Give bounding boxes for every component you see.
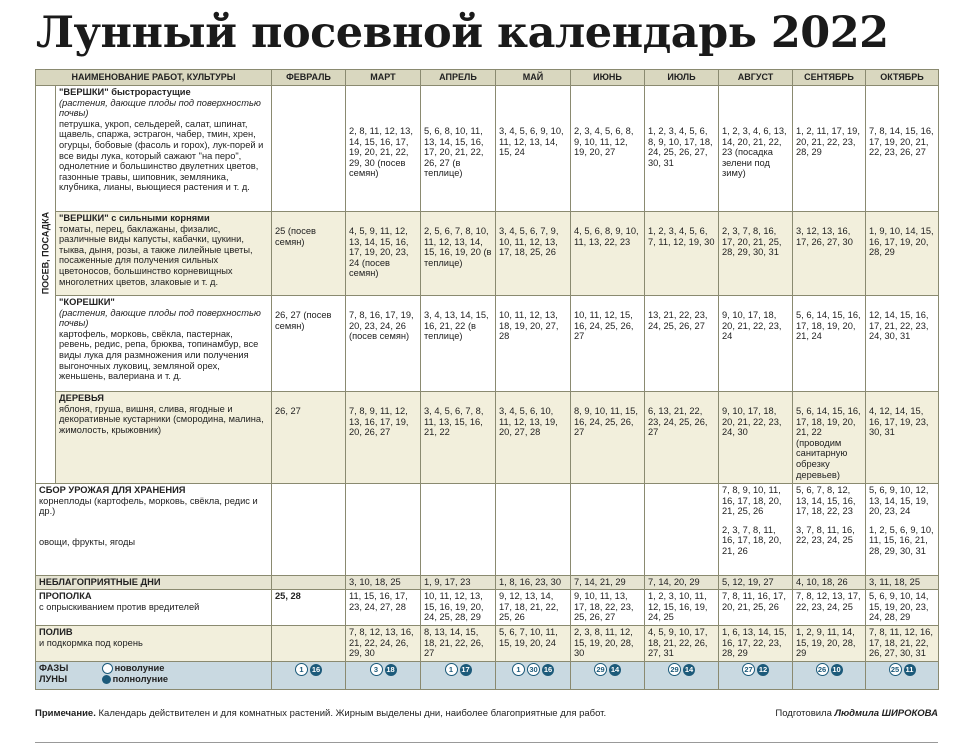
header-month: ИЮЛЬ [645, 70, 719, 86]
day-cell: 3, 4, 13, 14, 15, 16, 21, 22 (в теплице) [421, 296, 496, 392]
day-cell [272, 86, 346, 212]
phase-cell [571, 662, 645, 690]
calendar-table [35, 69, 939, 690]
full-moon-icon: 12 [758, 664, 768, 674]
bottom-divider [35, 742, 938, 743]
day-cell: 25 (посев семян) [272, 212, 346, 296]
day-cell: 3, 10, 18, 25 [346, 576, 421, 590]
day-cell: 9, 12, 13, 14, 17, 18, 21, 22, 25, 26 [496, 590, 571, 626]
day-cell: 8, 9, 10, 11, 15, 16, 24, 25, 26, 27 [571, 392, 645, 484]
day-cell: 9, 10, 17, 18, 20, 21, 22, 23, 24, 30 [719, 392, 793, 484]
phase-cell [421, 662, 496, 690]
day-cell: 7, 8, 14, 15, 16, 17, 19, 20, 21, 22, 23, 26, 27 [866, 86, 939, 212]
day-cell: 9, 10, 11, 13, 17, 18, 22, 23, 25, 26, 27 [571, 590, 645, 626]
day-cell: 7, 14, 20, 29 [645, 576, 719, 590]
day-cell: 1, 2, 9, 11, 14, 15, 19, 20, 28, 29 [793, 626, 866, 662]
row-desc [56, 296, 272, 392]
new-moon-icon [102, 663, 113, 674]
header-works: НАИМЕНОВАНИЕ РАБОТ, КУЛЬТУРЫ [36, 70, 272, 86]
day-cell: 11, 15, 16, 17, 23, 24, 27, 28 [346, 590, 421, 626]
new-moon-icon: 26 [816, 663, 829, 676]
phase-cell [793, 662, 866, 690]
header-month: ФЕВРАЛЬ [272, 70, 346, 86]
day-cell: 26, 27 (посев семян) [272, 296, 346, 392]
header-month: АВГУСТ [719, 70, 793, 86]
new-moon-icon: 1 [295, 663, 308, 676]
credit [775, 708, 938, 719]
day-cell: 2, 3, 4, 5, 6, 8, 9, 10, 11, 12, 19, 20, 27 [571, 86, 645, 212]
harvest-veg-aug: 2, 3, 7, 8, 11, 16, 17, 18, 20, 21, 26 [722, 524, 782, 556]
day-cell: 10, 11, 12, 13, 15, 16, 19, 20, 24, 25, 28, 29 [421, 590, 496, 626]
day-cell: 3, 4, 5, 6, 7, 8, 11, 13, 15, 16, 21, 22 [421, 392, 496, 484]
day-cell: 7, 8, 11, 12, 16, 17, 18, 21, 22, 26, 27, 30, 31 [866, 626, 939, 662]
new-moon-icon: 1 [512, 663, 525, 676]
row-title: СБОР УРОЖАЯ ДЛЯ ХРАНЕНИЯ [39, 485, 186, 495]
day-cell: 9, 10, 17, 18, 20, 21, 22, 23, 24 [719, 296, 793, 392]
day-cell: 5, 6, 8, 10, 11, 13, 14, 15, 16, 17, 20, 21, 22, 26, 27 (в теплице) [421, 86, 496, 212]
full-moon-icon: 16 [543, 664, 553, 674]
row-title: ДЕРЕВЬЯ [59, 393, 104, 403]
day-cell: 7, 8, 16, 17, 19, 20, 23, 24, 26 (посев семян) [346, 296, 421, 392]
harvest-roots-oct: 5, 6, 9, 10, 12, 13, 14, 15, 19, 20, 23, 24 [869, 485, 929, 517]
day-cell: 2, 8, 11, 12, 13, 14, 15, 16, 17, 19, 20, 21, 22, 29, 30 (посев семян) [346, 86, 421, 212]
day-cell: 2, 3, 7, 8, 16, 17, 20, 21, 25, 28, 29, 30, 31 [719, 212, 793, 296]
row-desc [56, 392, 272, 484]
day-cell [272, 576, 346, 590]
header-month: ИЮНЬ [571, 70, 645, 86]
day-cell: 25, 28 [272, 590, 346, 626]
full-moon-icon: 10 [832, 664, 841, 674]
day-cell [793, 484, 866, 576]
full-moon-icon: 17 [461, 664, 470, 674]
row-roots [36, 296, 939, 392]
phase-cell [645, 662, 719, 690]
row-text: с опрыскиванием против вредителей [39, 601, 200, 612]
harvest-veg-oct: 1, 2, 5, 6, 9, 10, 11, 15, 16, 21, 28, 29, 30, 31 [869, 524, 934, 556]
phase-cell [272, 662, 346, 690]
row-weeding [36, 590, 939, 626]
day-cell: 7, 8, 12, 13, 16, 21, 22, 24, 26, 29, 30 [346, 626, 421, 662]
credit-prefix: Подготовила [775, 708, 835, 719]
day-cell: 2, 5, 6, 7, 8, 10, 11, 12, 13, 14, 15, 16, 19, 20 (в теплице) [421, 212, 496, 296]
row-desc [36, 662, 272, 690]
day-cell: 3, 11, 18, 25 [866, 576, 939, 590]
day-cell: 4, 5, 9, 10, 17, 18, 21, 22, 26, 27, 31 [645, 626, 719, 662]
day-cell [719, 484, 793, 576]
row-bad-days [36, 576, 939, 590]
full-moon-icon: 18 [386, 664, 395, 674]
row-text: и подкормка под корень [39, 637, 143, 648]
row-text: картофель, морковь, свёкла, пастернак, ревень, редис, репа, брюква, топинамбур, все виды лука для размножения или получения выгоночных луковиц, земляной орех, женьшень, валериана и т. д. [59, 328, 259, 382]
row-desc [56, 86, 272, 212]
day-cell [645, 484, 719, 576]
row-desc [36, 484, 272, 576]
row-title: "ВЕРШКИ" с сильными корнями [59, 213, 210, 223]
day-cell: 7, 8, 9, 11, 12, 13, 16, 17, 19, 20, 26, 27 [346, 392, 421, 484]
day-cell: 5, 12, 19, 27 [719, 576, 793, 590]
phase-cell [496, 662, 571, 690]
row-text: корнеплоды (картофель, морковь, свёкла, редис и др.) [39, 495, 258, 517]
row-moon-phases [36, 662, 939, 690]
row-desc [36, 626, 272, 662]
page-title: Лунный посевной календарь 2022 [36, 8, 889, 58]
harvest-roots-sep: 5, 6, 7, 8, 12, 13, 14, 15, 16, 17, 18, 22, 23 [796, 485, 856, 517]
phase-legend [102, 663, 169, 685]
row-watering [36, 626, 939, 662]
footnote-text: Календарь действителен и для комнатных растений. Жирным выделены дни, наиболее благоприятные для работ. [95, 708, 607, 719]
day-cell: 1, 2, 3, 4, 6, 13, 14, 20, 21, 22, 23 (посадка зелени под зиму) [719, 86, 793, 212]
day-cell [421, 484, 496, 576]
day-cell: 2, 3, 8, 11, 12, 15, 19, 20, 28, 30 [571, 626, 645, 662]
row-subtitle: (растения, дающие плоды под поверхностью почвы) [59, 97, 261, 119]
row-title: "КОРЕШКИ" [59, 297, 115, 307]
day-cell: 3, 4, 5, 6, 10, 11, 12, 13, 19, 20, 27, 28 [496, 392, 571, 484]
header-month: АПРЕЛЬ [421, 70, 496, 86]
full-moon-icon: 16 [311, 664, 321, 674]
day-cell: 5, 6, 9, 10, 14, 15, 19, 20, 23, 24, 28, 29 [866, 590, 939, 626]
row-text: петрушка, укроп, сельдерей, салат, шпинат, щавель, спаржа, эстрагон, чабер, тмин, хрен, огурцы, бобовые (фасоль и горох), лук-порей и все виды лука, который сажают "на перо", однолетние и большинство двулетних цветов, газонные травы, шиповник, земляника, клубника, лианы, вьющиеся растения и т. д. [59, 118, 264, 193]
day-cell: 1, 2, 3, 4, 5, 6, 8, 9, 10, 17, 18, 24, 25, 26, 27, 30, 31 [645, 86, 719, 212]
new-moon-icon: 25 [889, 663, 902, 676]
harvest-roots-aug: 7, 8, 9, 10, 11, 16, 17, 18, 20, 21, 25, 26 [722, 485, 782, 517]
day-cell: 5, 6, 7, 10, 11, 15, 19, 20, 24 [496, 626, 571, 662]
day-cell: 6, 13, 21, 22, 23, 24, 25, 26, 27 [645, 392, 719, 484]
day-cell: 5, 6, 14, 15, 16, 17, 18, 19, 20, 21, 24 [793, 296, 866, 392]
row-trees [36, 392, 939, 484]
row-desc [36, 590, 272, 626]
footnote [35, 708, 606, 719]
day-cell: 8, 13, 14, 15, 18, 21, 22, 26, 27 [421, 626, 496, 662]
header-month: ОКТЯБРЬ [866, 70, 939, 86]
new-moon-label: новолуние [114, 663, 165, 673]
day-cell: 1, 2, 3, 10, 11, 12, 15, 16, 19, 24, 25 [645, 590, 719, 626]
day-cell: 1, 8, 16, 23, 30 [496, 576, 571, 590]
new-moon-icon: 29 [594, 663, 607, 676]
row-title: НЕБЛАГОПРИЯТНЫЕ ДНИ [36, 576, 272, 590]
row-harvest [36, 484, 939, 576]
row-text: овощи, фрукты, ягоды [39, 536, 136, 547]
day-cell: 1, 6, 13, 14, 15, 16, 17, 22, 23, 28, 29 [719, 626, 793, 662]
day-cell: 26, 27 [272, 392, 346, 484]
new-moon-icon: 27 [742, 663, 755, 676]
day-cell: 12, 14, 15, 16, 17, 21, 22, 23, 24, 30, 31 [866, 296, 939, 392]
row-tops-fast [36, 86, 939, 212]
phase-cell [346, 662, 421, 690]
row-subtitle: (растения, дающие плоды под поверхностью почвы) [59, 307, 261, 329]
full-moon-icon: 14 [684, 664, 694, 674]
header-month: МАЙ [496, 70, 571, 86]
day-cell: 10, 11, 12, 15, 16, 24, 25, 26, 27 [571, 296, 645, 392]
new-moon-icon: 3 [370, 663, 383, 676]
full-moon-icon [102, 675, 111, 684]
day-cell: 4, 12, 14, 15, 16, 17, 19, 23, 30, 31 [866, 392, 939, 484]
row-desc [56, 212, 272, 296]
header-row [36, 70, 939, 86]
full-moon-icon: 14 [610, 664, 620, 674]
row-text: томаты, перец, баклажаны, физалис, различные виды капусты, кабачки, цукини, тыква, дыня, розы, а также лилейные цветы, посаженные для получения сильных цветоносов, большинство корневищных многолетних цветов, злаковые и т. д. [59, 223, 253, 287]
day-cell: 7, 14, 21, 29 [571, 576, 645, 590]
phase-cell [866, 662, 939, 690]
day-cell: 4, 10, 18, 26 [793, 576, 866, 590]
day-cell: 7, 8, 11, 16, 17, 20, 21, 25, 26 [719, 590, 793, 626]
row-title: ПОЛИВ [39, 627, 73, 637]
day-cell: 13, 21, 22, 23, 24, 25, 26, 27 [645, 296, 719, 392]
full-moon-icon: 11 [904, 664, 916, 676]
day-cell [272, 484, 346, 576]
day-cell: 1, 2, 11, 17, 19, 20, 21, 22, 23, 28, 29 [793, 86, 866, 212]
row-title: ПРОПОЛКА [39, 591, 92, 601]
harvest-veg-sep: 3, 7, 8, 11, 16, 22, 23, 24, 25 [796, 524, 855, 546]
day-cell: 10, 11, 12, 13, 18, 19, 20, 27, 28 [496, 296, 571, 392]
day-cell: 3, 12, 13, 16, 17, 26, 27, 30 [793, 212, 866, 296]
footnote-label: Примечание. [35, 708, 96, 719]
day-cell: 4, 5, 9, 11, 12, 13, 14, 15, 16, 17, 19, 20, 23, 24 (посев семян) [346, 212, 421, 296]
phase-cell [719, 662, 793, 690]
credit-name: Людмила ШИРОКОВА [834, 708, 938, 719]
row-text: яблоня, груша, вишня, слива, ягодные и декоративные кустарники (смородина, малина, жимолость, крыжовник) [59, 403, 264, 435]
header-month: СЕНТЯБРЬ [793, 70, 866, 86]
day-cell [866, 484, 939, 576]
new-moon-icon: 30 [527, 663, 540, 676]
day-cell: 3, 4, 5, 6, 9, 10, 11, 12, 13, 14, 15, 24 [496, 86, 571, 212]
day-cell: 5, 6, 14, 15, 16, 17, 18, 19, 20, 21, 22 (проводим санитарную обрезку деревьев) [793, 392, 866, 484]
new-moon-icon: 29 [668, 663, 681, 676]
side-label: ПОСЕВ, ПОСАДКА [36, 86, 56, 484]
day-cell: 3, 4, 5, 6, 7, 9, 10, 11, 12, 13, 17, 18, 25, 26 [496, 212, 571, 296]
row-tops-strong [36, 212, 939, 296]
row-title: "ВЕРШКИ" быстрорастущие [59, 87, 191, 97]
full-moon-label: полнолуние [112, 674, 169, 685]
day-cell: 1, 9, 17, 23 [421, 576, 496, 590]
day-cell: 1, 2, 3, 4, 5, 6, 7, 11, 12, 19, 30 [645, 212, 719, 296]
day-cell [571, 484, 645, 576]
day-cell [346, 484, 421, 576]
day-cell: 1, 9, 10, 14, 15, 16, 17, 19, 20, 28, 29 [866, 212, 939, 296]
day-cell: 7, 8, 12, 13, 17, 22, 23, 24, 25 [793, 590, 866, 626]
new-moon-icon: 1 [445, 663, 458, 676]
day-cell: 4, 5, 6, 8, 9, 10, 11, 13, 22, 23 [571, 212, 645, 296]
day-cell [272, 626, 346, 662]
phase-title: ФАЗЫ ЛУНЫ [39, 663, 69, 684]
day-cell [496, 484, 571, 576]
header-month: МАРТ [346, 70, 421, 86]
